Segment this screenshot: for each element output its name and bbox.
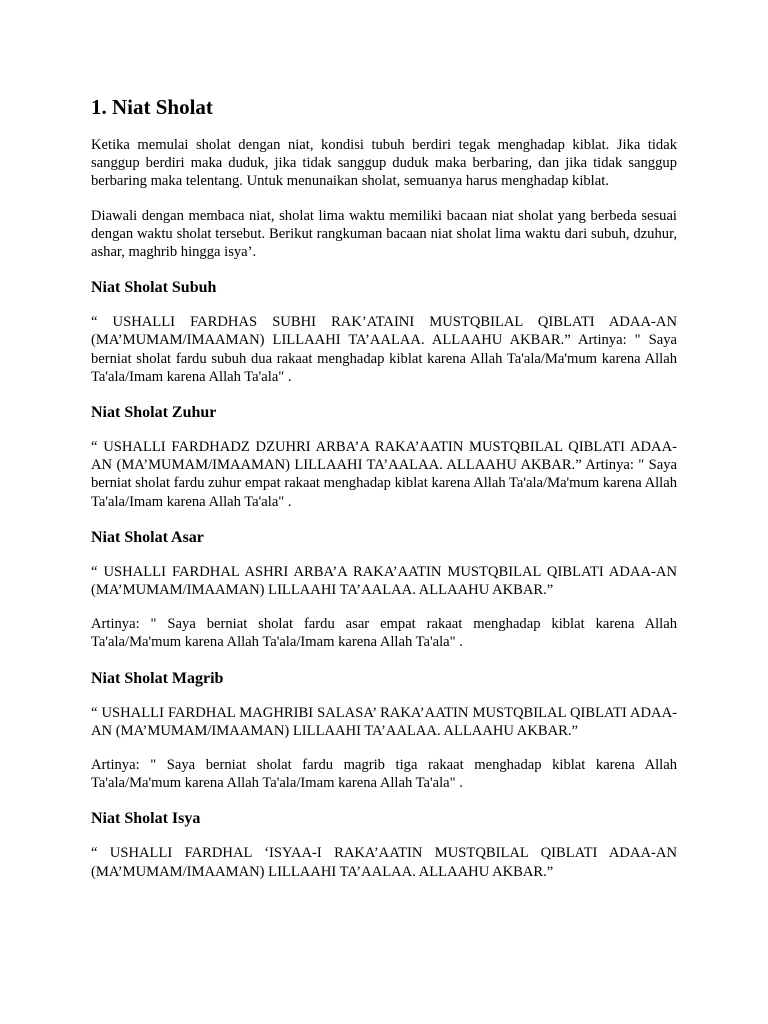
- section-magrib: [91, 668, 677, 793]
- section-heading-asar: Niat Sholat Asar: [91, 528, 204, 546]
- niat-text-zuhur: “ USHALLI FARDHADZ DZUHRI ARBA’A RAKA’AATIN MUSTQBILAL QIBLATI ADAA-AN (MA’MUMAM/IMAAMAN) LILLAAHI TA’AALAA. ALLAAHU AKBAR.” Artinya: " Saya berniat sholat fardu zuhur empat rakaat menghadap kiblat karena Allah Ta'ala/Ma'mum karena Allah Ta'ala/Imam karena Allah Ta'ala" .: [91, 439, 677, 510]
- section-heading-magrib: Niat Sholat Magrib: [91, 669, 224, 687]
- section-heading-zuhur: Niat Sholat Zuhur: [91, 404, 217, 422]
- section-subuh: [91, 277, 677, 386]
- section-heading-subuh: Niat Sholat Subuh: [91, 279, 217, 297]
- niat-text-magrib: “ USHALLI FARDHAL MAGHRIBI SALASA’ RAKA’AATIN MUSTQBILAL QIBLATI ADAA-AN (MA’MUMAM/IMAAMAN) LILLAAHI TA’AALAA. ALLAAHU AKBAR.”: [91, 704, 677, 739]
- section-zuhur: [91, 402, 677, 511]
- document-page: [91, 90, 677, 897]
- intro-paragraph-2: Diawali dengan membaca niat, sholat lima waktu memiliki bacaan niat sholat yang berbeda sesuai dengan waktu sholat tersebut. Berikut rangkuman bacaan niat sholat lima waktu dari subuh, dzuhur, ashar, maghrib hingga isya’.: [91, 207, 677, 261]
- section-heading-isya: Niat Sholat Isya: [91, 810, 201, 828]
- intro-paragraph-1: Ketika memulai sholat dengan niat, kondisi tubuh berdiri tegak menghadap kiblat. Jika tidak sanggup berdiri maka duduk, jika tidak sanggup duduk maka berbaring, dan jika tidak sanggup berbaring maka telentang. Untuk menunaikan sholat, semuanya harus menghadap kiblat.: [91, 137, 677, 190]
- artinya-text-asar: Artinya: " Saya berniat sholat fardu asar empat rakaat menghadap kiblat karena Allah Ta'ala/Ma'mum karena Allah Ta'ala/Imam karena Allah Ta'ala" .: [91, 616, 677, 651]
- document-title: 1. Niat Sholat: [91, 95, 213, 119]
- section-isya: [91, 808, 677, 880]
- artinya-text-magrib: Artinya: " Saya berniat sholat fardu magrib tiga rakaat menghadap kiblat karena Allah Ta'ala/Ma'mum karena Allah Ta'ala/Imam karena Allah Ta'ala" .: [91, 757, 677, 792]
- section-asar: [91, 527, 677, 652]
- niat-text-subuh: “ USHALLI FARDHAS SUBHI RAK’ATAINI MUSTQBILAL QIBLATI ADAA-AN (MA’MUMAM/IMAAMAN) LILLAAHI TA’AALAA. ALLAAHU AKBAR.” Artinya: " Saya berniat sholat fardu subuh dua rakaat menghadap kiblat karena Allah Ta'ala/Ma'mum karena Allah Ta'ala/Imam karena Allah Ta'ala" .: [91, 314, 677, 385]
- niat-text-isya: “ USHALLI FARDHAL ‘ISYAA-I RAKA’AATIN MUSTQBILAL QIBLATI ADAA-AN (MA’MUMAM/IMAAMAN) LILLAAHI TA’AALAA. ALLAAHU AKBAR.”: [91, 845, 677, 880]
- niat-text-asar: “ USHALLI FARDHAL ASHRI ARBA’A RAKA’AATIN MUSTQBILAL QIBLATI ADAA-AN (MA’MUMAM/IMAAMAN) LILLAAHI TA’AALAA. ALLAAHU AKBAR.”: [91, 563, 677, 599]
